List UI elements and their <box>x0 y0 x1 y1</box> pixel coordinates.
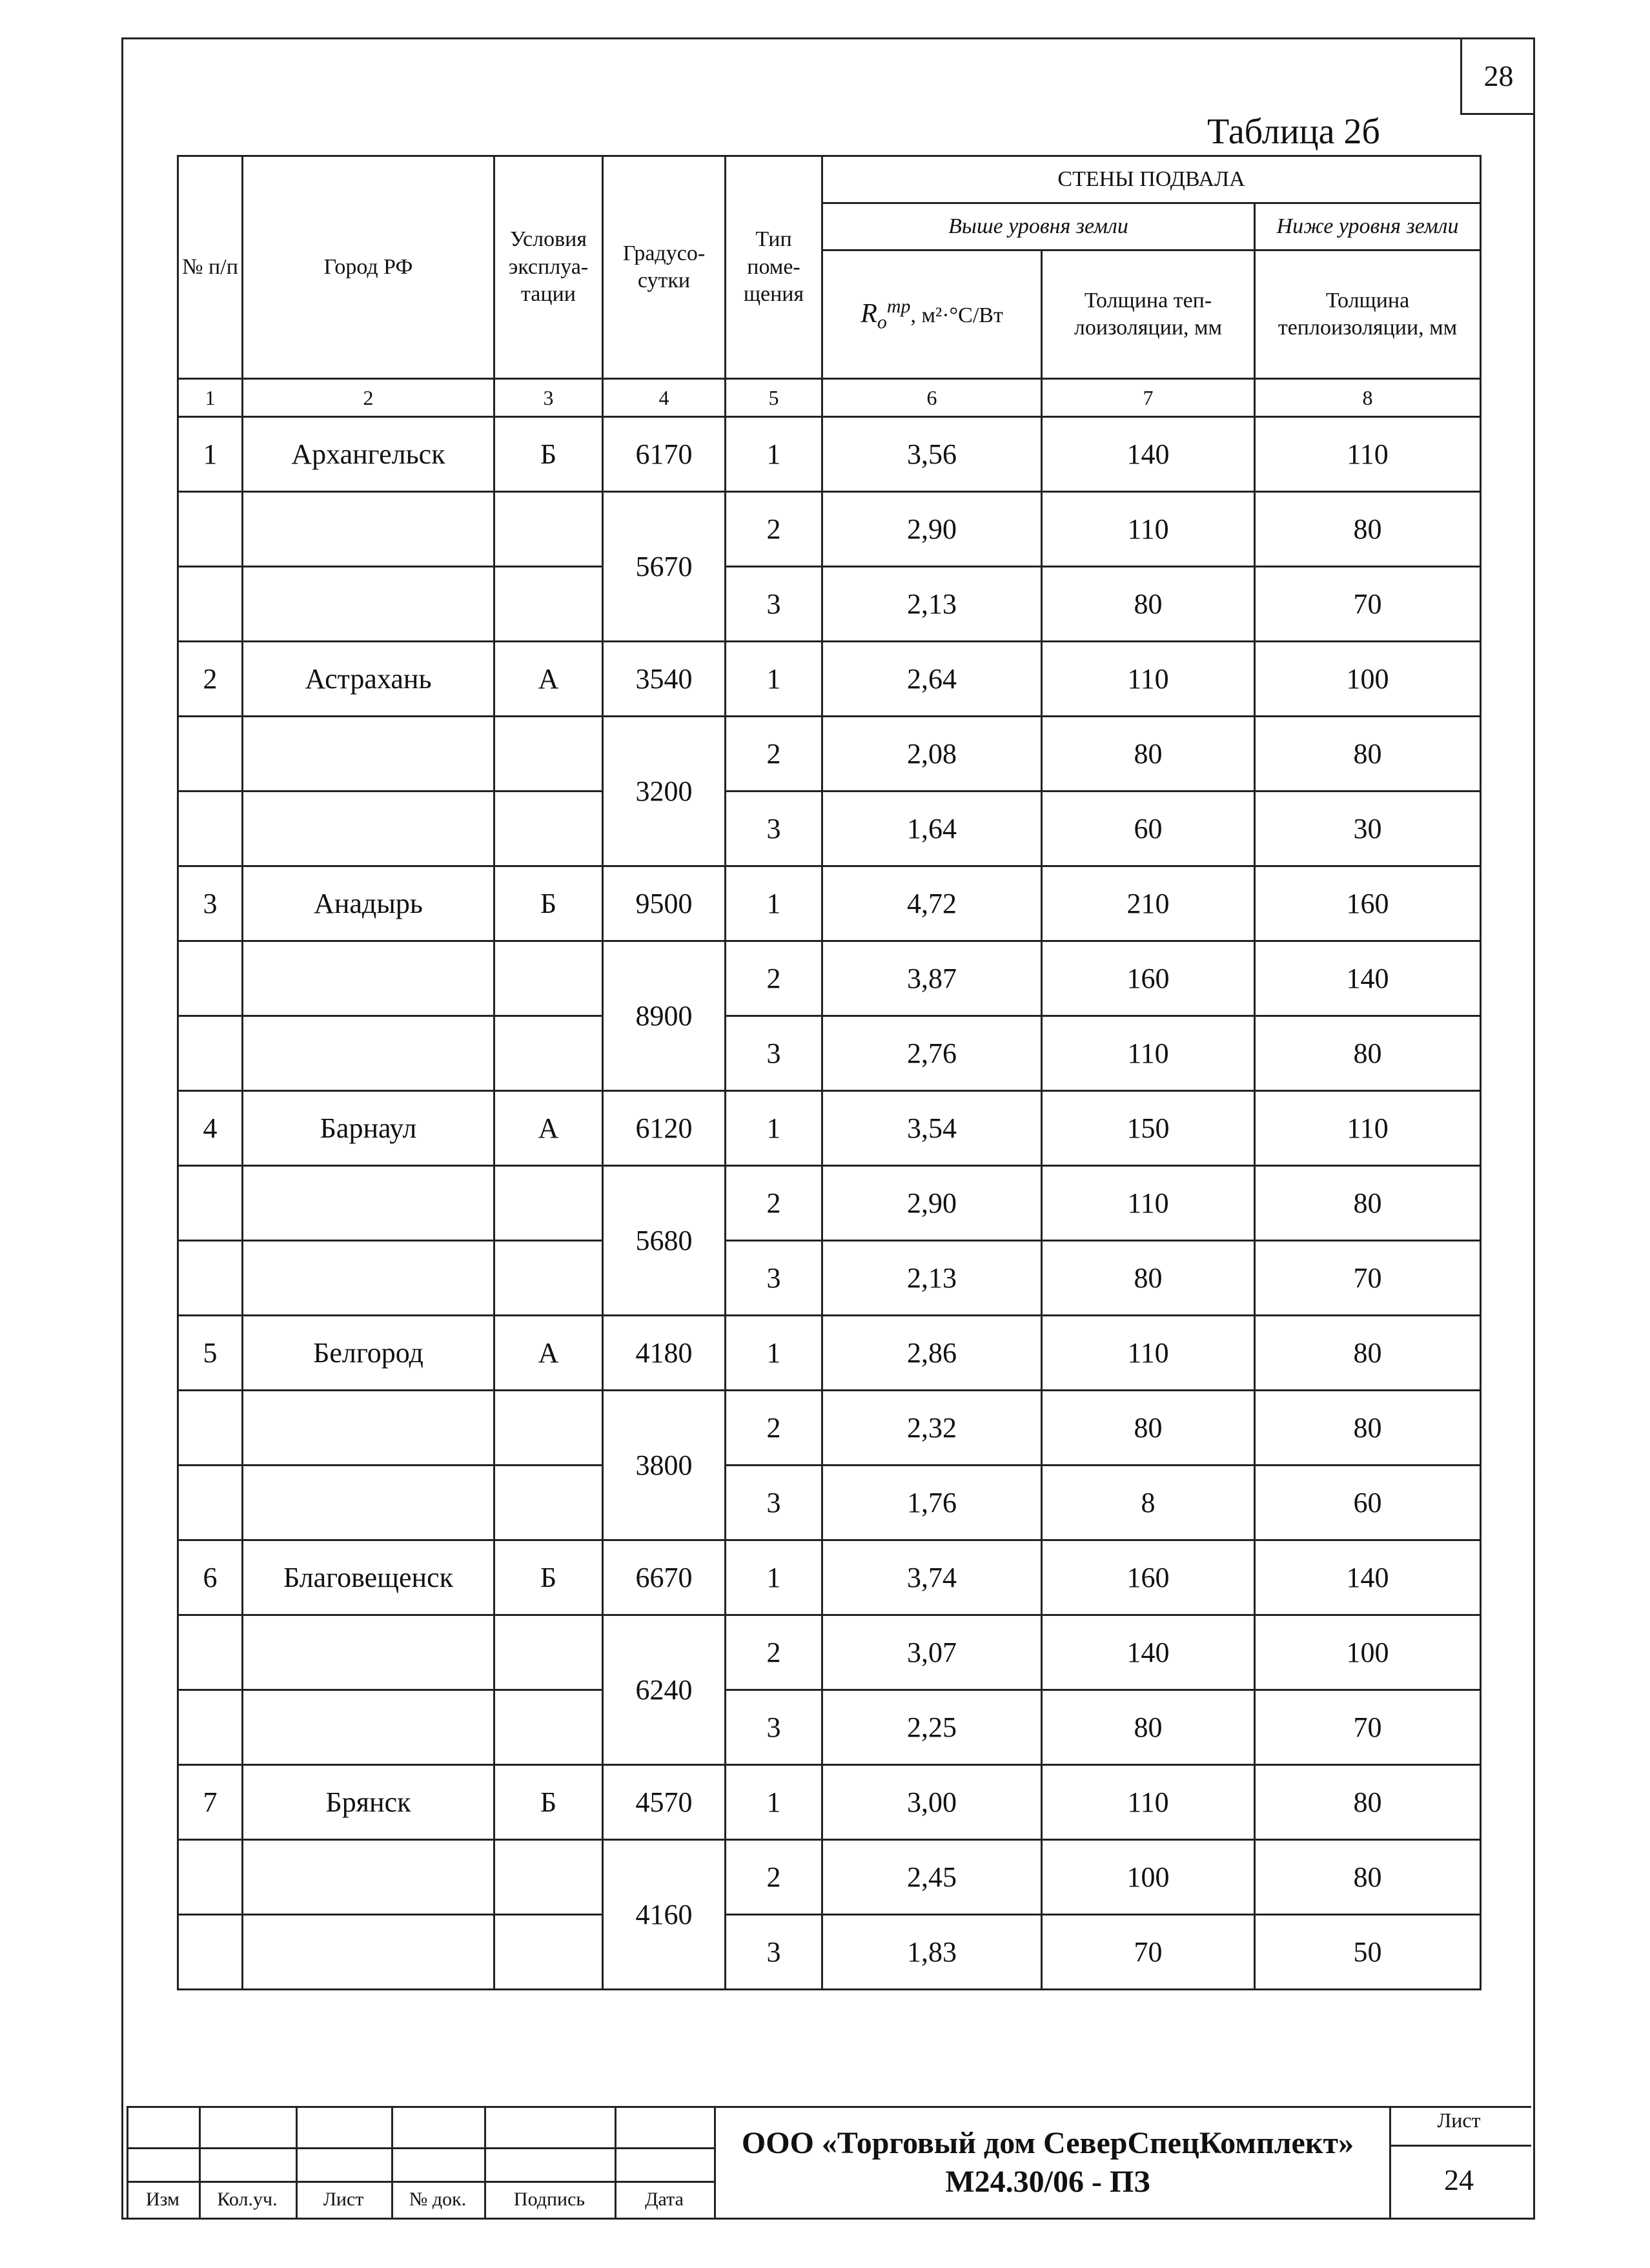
row-number: 3 <box>178 866 243 941</box>
stamp-label: Изм <box>145 2189 180 2210</box>
room-type: 1 <box>726 642 822 717</box>
table-row <box>178 1166 1481 1241</box>
page-number: 28 <box>1460 39 1535 115</box>
thickness-below: 70 <box>1255 1241 1481 1316</box>
thickness-below: 80 <box>1255 1316 1481 1391</box>
city-name <box>243 792 494 866</box>
thickness-below: 110 <box>1255 417 1481 492</box>
header-conditions: Условия эксплуа-тации <box>494 156 603 379</box>
operating-conditions: Б <box>494 417 603 492</box>
operating-conditions <box>494 1690 603 1765</box>
stamp-label: Подпись <box>513 2189 586 2210</box>
thickness-above: 210 <box>1042 866 1255 941</box>
stamp-label: № док. <box>409 2189 467 2210</box>
operating-conditions <box>494 717 603 792</box>
thickness-below: 100 <box>1255 642 1481 717</box>
thickness-above: 80 <box>1042 1690 1255 1765</box>
room-type: 3 <box>726 1016 822 1091</box>
room-type: 2 <box>726 717 822 792</box>
operating-conditions <box>494 792 603 866</box>
degree-days: 5680 <box>603 1166 726 1316</box>
room-type: 3 <box>726 1690 822 1765</box>
thickness-above: 160 <box>1042 941 1255 1016</box>
thickness-above: 80 <box>1042 1241 1255 1316</box>
thickness-above: 110 <box>1042 1316 1255 1391</box>
stamp-label: Лист <box>323 2189 364 2210</box>
header-resistance: $R_o^{тр}$, м²·°С/Вт <box>822 250 1042 379</box>
company-name <box>715 2124 1380 2202</box>
thickness-above: 60 <box>1042 792 1255 866</box>
operating-conditions <box>494 1166 603 1241</box>
resistance-value: 1,76 <box>822 1466 1042 1540</box>
sheet-number: 24 <box>1444 2163 1474 2196</box>
room-type: 2 <box>726 1615 822 1690</box>
room-type: 1 <box>726 1316 822 1391</box>
thickness-below: 80 <box>1255 1840 1481 1915</box>
header-below: Ниже уровня земли <box>1255 203 1481 250</box>
room-type: 1 <box>726 1540 822 1615</box>
city-name <box>243 1166 494 1241</box>
thickness-above: 110 <box>1042 1166 1255 1241</box>
degree-days: 6670 <box>603 1540 726 1615</box>
city-name <box>243 567 494 642</box>
resistance-value: 1,64 <box>822 792 1042 866</box>
table-row <box>178 866 1481 941</box>
room-type: 1 <box>726 1091 822 1166</box>
resistance-value: 3,87 <box>822 941 1042 1016</box>
table-row <box>178 1765 1481 1840</box>
thickness-above: 80 <box>1042 1391 1255 1466</box>
resistance-value: 2,25 <box>822 1690 1042 1765</box>
operating-conditions <box>494 567 603 642</box>
resistance-value: 3,74 <box>822 1540 1042 1615</box>
header-group: СТЕНЫ ПОДВАЛА <box>822 156 1481 203</box>
city-name: Астрахань <box>243 642 494 717</box>
city-name <box>243 1466 494 1540</box>
thickness-below: 140 <box>1255 941 1481 1016</box>
thickness-below: 30 <box>1255 792 1481 866</box>
row-number <box>178 567 243 642</box>
company-label: ООО «Торговый дом СеверСпецКомплект» <box>741 2126 1354 2160</box>
column-number: 6 <box>822 379 1042 417</box>
table-row <box>178 492 1481 567</box>
resistance-value: 1,83 <box>822 1915 1042 1990</box>
city-name <box>243 1840 494 1915</box>
header-above: Выше уровня земли <box>822 203 1255 250</box>
thickness-below: 70 <box>1255 1690 1481 1765</box>
thickness-below: 110 <box>1255 1091 1481 1166</box>
operating-conditions: А <box>494 1091 603 1166</box>
operating-conditions: А <box>494 642 603 717</box>
table-row <box>178 1615 1481 1690</box>
city-name <box>243 1241 494 1316</box>
table-row <box>178 642 1481 717</box>
room-type: 3 <box>726 1241 822 1316</box>
header-num: № п/п <box>178 156 243 379</box>
table-row <box>178 941 1481 1016</box>
operating-conditions: Б <box>494 1765 603 1840</box>
city-name: Брянск <box>243 1765 494 1840</box>
stamp-label: Кол.уч. <box>217 2189 278 2210</box>
resistance-value: 2,13 <box>822 1241 1042 1316</box>
degree-days: 3200 <box>603 717 726 866</box>
operating-conditions <box>494 1016 603 1091</box>
operating-conditions <box>494 1466 603 1540</box>
table-row <box>178 792 1481 866</box>
thickness-above: 80 <box>1042 567 1255 642</box>
room-type: 1 <box>726 1765 822 1840</box>
room-type: 3 <box>726 792 822 866</box>
header-room-type: Тип поме-щения <box>726 156 822 379</box>
room-type: 2 <box>726 1840 822 1915</box>
city-name <box>243 717 494 792</box>
thickness-above: 100 <box>1042 1840 1255 1915</box>
city-name <box>243 1615 494 1690</box>
resistance-value: 3,56 <box>822 417 1042 492</box>
degree-days: 6240 <box>603 1615 726 1765</box>
city-name <box>243 941 494 1016</box>
insulation-table <box>177 155 1482 1990</box>
thickness-below: 80 <box>1255 1391 1481 1466</box>
row-number <box>178 1840 243 1915</box>
degree-days: 8900 <box>603 941 726 1091</box>
table-row <box>178 1690 1481 1765</box>
resistance-value: 2,64 <box>822 642 1042 717</box>
thickness-below: 50 <box>1255 1915 1481 1990</box>
thickness-above: 150 <box>1042 1091 1255 1166</box>
operating-conditions: Б <box>494 1540 603 1615</box>
resistance-value: 2,76 <box>822 1016 1042 1091</box>
thickness-below: 140 <box>1255 1540 1481 1615</box>
city-name <box>243 1391 494 1466</box>
resistance-value: 2,13 <box>822 567 1042 642</box>
degree-days: 6170 <box>603 417 726 492</box>
city-name <box>243 1016 494 1091</box>
city-name: Барнаул <box>243 1091 494 1166</box>
row-number <box>178 1466 243 1540</box>
thickness-below: 100 <box>1255 1615 1481 1690</box>
resistance-value: 3,00 <box>822 1765 1042 1840</box>
operating-conditions <box>494 1915 603 1990</box>
thickness-above: 110 <box>1042 492 1255 567</box>
resistance-value: 3,07 <box>822 1615 1042 1690</box>
resistance-value: 2,08 <box>822 717 1042 792</box>
row-number <box>178 1241 243 1316</box>
thickness-above: 70 <box>1042 1915 1255 1990</box>
room-type: 2 <box>726 492 822 567</box>
city-name <box>243 1690 494 1765</box>
degree-days: 4180 <box>603 1316 726 1391</box>
degree-days: 3800 <box>603 1391 726 1540</box>
city-name <box>243 492 494 567</box>
row-number <box>178 1016 243 1091</box>
row-number: 5 <box>178 1316 243 1391</box>
thickness-above: 80 <box>1042 717 1255 792</box>
table-row <box>178 717 1481 792</box>
thickness-below: 80 <box>1255 1166 1481 1241</box>
thickness-above: 8 <box>1042 1466 1255 1540</box>
row-number <box>178 717 243 792</box>
table-row <box>178 1091 1481 1166</box>
row-number: 4 <box>178 1091 243 1166</box>
row-number <box>178 1615 243 1690</box>
thickness-below: 80 <box>1255 492 1481 567</box>
thickness-above: 140 <box>1042 1615 1255 1690</box>
header-thickness-below: Толщина теплоизоляции, мм <box>1255 250 1481 379</box>
row-number <box>178 1915 243 1990</box>
table-row <box>178 417 1481 492</box>
room-type: 2 <box>726 941 822 1016</box>
column-number: 1 <box>178 379 243 417</box>
room-type: 1 <box>726 417 822 492</box>
city-name: Благовещенск <box>243 1540 494 1615</box>
operating-conditions: А <box>494 1316 603 1391</box>
operating-conditions <box>494 1391 603 1466</box>
table-row <box>178 1915 1481 1990</box>
thickness-above: 160 <box>1042 1540 1255 1615</box>
table-row <box>178 1316 1481 1391</box>
table-row <box>178 1466 1481 1540</box>
row-number: 2 <box>178 642 243 717</box>
thickness-below: 60 <box>1255 1466 1481 1540</box>
room-type: 3 <box>726 567 822 642</box>
column-number: 4 <box>603 379 726 417</box>
row-number <box>178 941 243 1016</box>
document-code: М24.30/06 - ПЗ <box>945 2165 1150 2199</box>
resistance-value: 4,72 <box>822 866 1042 941</box>
thickness-above: 140 <box>1042 417 1255 492</box>
thickness-below: 80 <box>1255 717 1481 792</box>
resistance-value: 2,45 <box>822 1840 1042 1915</box>
degree-days: 5670 <box>603 492 726 642</box>
resistance-value: 3,54 <box>822 1091 1042 1166</box>
table-caption: Таблица 2б <box>1207 112 1380 152</box>
operating-conditions <box>494 941 603 1016</box>
header-city: Город РФ <box>243 156 494 379</box>
operating-conditions <box>494 492 603 567</box>
row-number: 7 <box>178 1765 243 1840</box>
stamp-label: Дата <box>645 2189 684 2210</box>
degree-days: 6120 <box>603 1091 726 1166</box>
header-thickness-above: Толщина теп-лоизоляции, мм <box>1042 250 1255 379</box>
resistance-value: 2,86 <box>822 1316 1042 1391</box>
degree-days: 4570 <box>603 1765 726 1840</box>
operating-conditions: Б <box>494 866 603 941</box>
room-type: 2 <box>726 1391 822 1466</box>
row-number <box>178 792 243 866</box>
thickness-above: 110 <box>1042 642 1255 717</box>
city-name: Анадырь <box>243 866 494 941</box>
thickness-below: 70 <box>1255 567 1481 642</box>
row-number <box>178 492 243 567</box>
column-number: 2 <box>243 379 494 417</box>
room-type: 3 <box>726 1466 822 1540</box>
row-number <box>178 1690 243 1765</box>
table-row <box>178 1840 1481 1915</box>
resistance-value: 2,32 <box>822 1391 1042 1466</box>
table-row <box>178 1016 1481 1091</box>
column-number: 7 <box>1042 379 1255 417</box>
column-number: 3 <box>494 379 603 417</box>
room-type: 1 <box>726 866 822 941</box>
row-number <box>178 1391 243 1466</box>
column-number: 8 <box>1255 379 1481 417</box>
column-number: 5 <box>726 379 822 417</box>
resistance-value: 2,90 <box>822 492 1042 567</box>
degree-days: 3540 <box>603 642 726 717</box>
header-degree-days: Градусо-сутки <box>603 156 726 379</box>
operating-conditions <box>494 1241 603 1316</box>
table-row <box>178 1241 1481 1316</box>
row-number <box>178 1166 243 1241</box>
room-type: 2 <box>726 1166 822 1241</box>
table-row <box>178 567 1481 642</box>
row-number: 1 <box>178 417 243 492</box>
city-name: Белгород <box>243 1316 494 1391</box>
thickness-above: 110 <box>1042 1016 1255 1091</box>
degree-days: 4160 <box>603 1840 726 1990</box>
operating-conditions <box>494 1840 603 1915</box>
table-row <box>178 1391 1481 1466</box>
city-name <box>243 1915 494 1990</box>
thickness-below: 80 <box>1255 1016 1481 1091</box>
room-type: 3 <box>726 1915 822 1990</box>
thickness-above: 110 <box>1042 1765 1255 1840</box>
resistance-value: 2,90 <box>822 1166 1042 1241</box>
city-name: Архангельск <box>243 417 494 492</box>
sheet-label: Лист <box>1437 2109 1481 2132</box>
row-number: 6 <box>178 1540 243 1615</box>
thickness-below: 80 <box>1255 1765 1481 1840</box>
thickness-below: 160 <box>1255 866 1481 941</box>
operating-conditions <box>494 1615 603 1690</box>
table-row <box>178 1540 1481 1615</box>
degree-days: 9500 <box>603 866 726 941</box>
